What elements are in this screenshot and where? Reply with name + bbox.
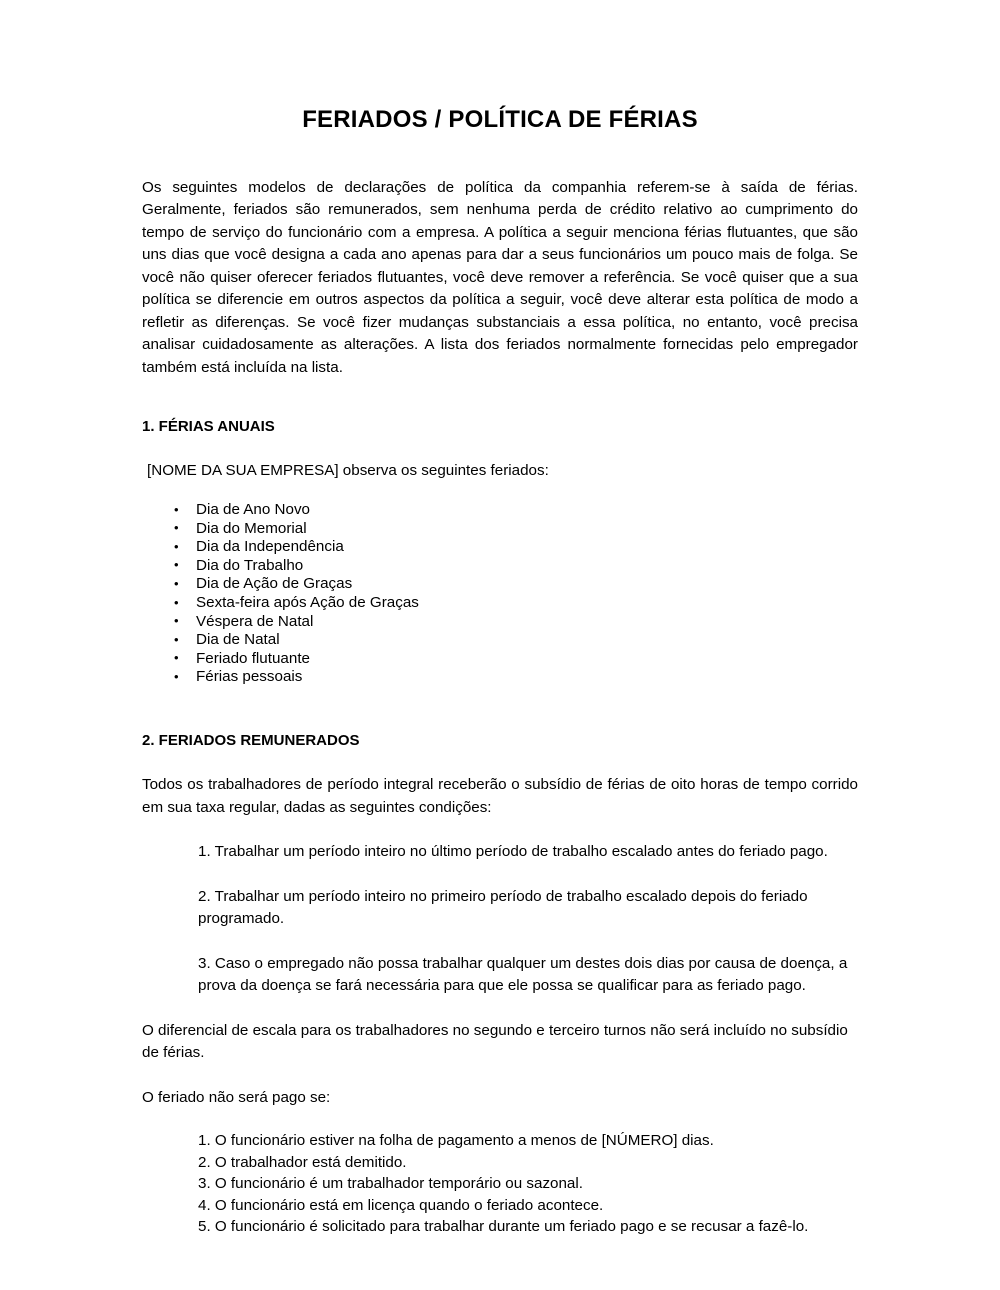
unpaid-holiday-intro: O feriado não será pago se: [142, 1088, 331, 1106]
list-item: 4. O funcionário está em licença quando o feriado acontece. [198, 1196, 604, 1214]
list-item: 2. O trabalhador está demitido. [198, 1153, 407, 1171]
section-heading-feriados-remunerados: 2. FERIADOS REMUNERADOS [142, 732, 360, 750]
list-item: 1. O funcionário estiver na folha de pagamento a menos de [NÚMERO] dias. [198, 1132, 714, 1150]
company-name-line: [NOME DA SUA EMPRESA] observa os seguintes feriados: [147, 462, 549, 480]
page-title: FERIADOS / POLÍTICA DE FÉRIAS [302, 106, 698, 133]
list-item: • Sexta-feira após Ação de Graças [142, 594, 858, 613]
document-body [142, 0, 858, 1238]
holiday-list [142, 501, 858, 687]
paid-condition-2: 2. Trabalhar um período inteiro no primeiro período de trabalho escalado depois do feriado programado. [198, 887, 808, 928]
list-item: • Dia do Trabalho [142, 557, 858, 576]
list-item: • Dia de Natal [142, 631, 858, 650]
list-item: • Feriado flutuante [142, 650, 858, 669]
shift-differential-note: O diferencial de escala para os trabalhadores no segundo e terceiro turnos não será incluído no subsídio de férias. [142, 1021, 848, 1062]
list-item: • Dia do Memorial [142, 520, 858, 539]
list-item: • Dia da Independência [142, 538, 858, 557]
section-heading-ferias-anuais: 1. FÉRIAS ANUAIS [142, 418, 275, 436]
intro-paragraph: Os seguintes modelos de declarações de política da companhia referem-se à saída de férias. Geralmente, feriados são remunerados, sem nenhuma perda de crédito relativo ao cumprimento do tempo de serviço do funcionário com a empresa. A política a seguir menciona férias flutuantes, que são uns dias que você designa a cada ano apenas para dar a seus funcionários um pouco mais de folga. Se você não quiser oferecer feriados flutuantes, você deve remover a referência. Se você quiser que a sua política se diferencie em outros aspectos da política a seguir, você deve alterar esta política de modo a refletir as diferenças. Se você fizer mudanças substanciais a essa política, no entanto, você precisa analisar cuidadosamente as alterações. A lista dos feriados normalmente fornecidas pelo empregador também está incluída na lista. [142, 178, 858, 376]
paid-condition-1: 1. Trabalhar um período inteiro no último período de trabalho escalado antes do feriado pago. [198, 843, 828, 861]
paid-condition-3: 3. Caso o empregado não possa trabalhar qualquer um destes dois dias por causa de doença, a prova da doença se fará necessária para que ele possa se qualificar para as feriado pago. [198, 954, 848, 995]
list-item: • Férias pessoais [142, 668, 858, 687]
list-item: • Dia de Ação de Graças [142, 575, 858, 594]
list-item: • Dia de Ano Novo [142, 501, 858, 520]
list-item: 3. O funcionário é um trabalhador temporário ou sazonal. [198, 1175, 583, 1193]
list-item: • Véspera de Natal [142, 613, 858, 632]
unpaid-conditions-list [142, 1130, 858, 1238]
section2-intro-paragraph: Todos os trabalhadores de período integral receberão o subsídio de férias de oito horas de tempo corrido em sua taxa regular, dadas as seguintes condições: [142, 776, 858, 816]
list-item: 5. O funcionário é solicitado para trabalhar durante um feriado pago e se recusar a fazê-lo. [198, 1218, 809, 1236]
